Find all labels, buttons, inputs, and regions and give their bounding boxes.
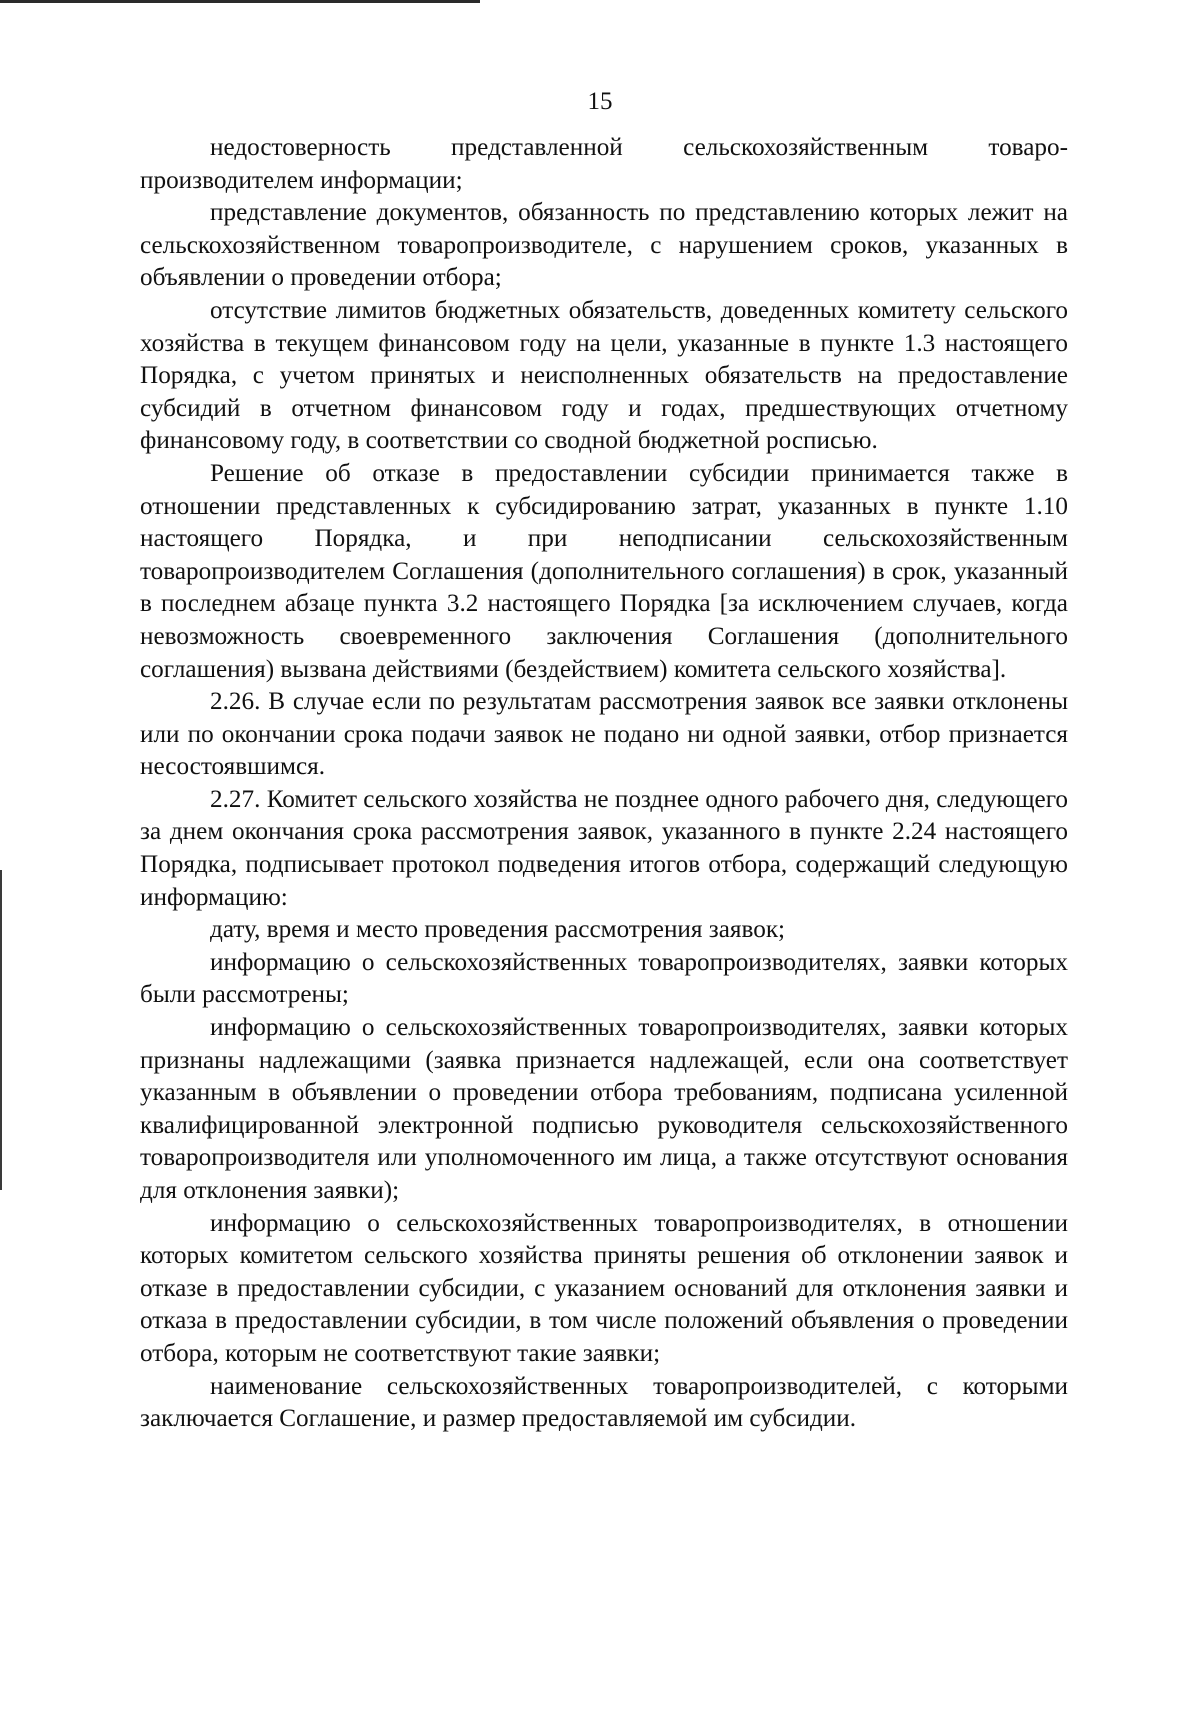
paragraph-9: информацию о сельскохозяйственных товаропроизводителях, заявки которых признаны надлежащими (заявка признается надлежащей, если она соответствует указанным в объявлении о проведении отбора требованиям, подписана усиленной квалифицированной электронной подписью руководителя сельскохозяйственного товаропроизводителя или уполномоченного им лица, а также отсутствуют основания для отклонения заявки); [140, 1014, 1068, 1204]
paragraph-11: наименование сельскохозяйственных товаропроизводителей, с которыми заключается Соглашение, и размер предоставляемой им субсидии. [140, 1372, 1068, 1433]
scan-edge-left [0, 870, 2, 1190]
paragraph-1: недостоверность представленной сельскохозяйственным товаропроизводителем информации; [140, 134, 1068, 194]
paragraph-4: Решение об отказе в предоставлении субсидии принимается также в отношении представленных к субсидированию затрат, указанных в пункте 1.10 настоящего Порядка, и при неподписании сельскохозяйственным товаропроизводителем Соглашения (дополнительного соглашения) в срок, указанный в последнем абзаце пункта 3.2 настоящего Порядка [за исключением случаев, когда невозможность своевременного заключения Соглашения (дополнительного соглашения) вызвана действиями (бездействием) комитета сельского хозяйства]. [140, 459, 1068, 683]
paragraph-6: 2.27. Комитет сельского хозяйства не позднее одного рабочего дня, следующего за днем окончания срока рассмотрения заявок, указанного в пункте 2.24 настоящего Порядка, подписывает протокол подведения итогов отбора, содержащий следующую информацию: [140, 785, 1068, 911]
paragraph-3: отсутствие лимитов бюджетных обязательств, доведенных комитету сельского хозяйства в текущем финансовом году на цели, указанные в пункте 1.3 настоящего Порядка, с учетом принятых и неисполненных обязательств на предоставление субсидий в отчетном финансовом году и годах, предшествующих отчетному финансовому году, в соответствии со сводной бюджетной росписью. [140, 296, 1068, 455]
scan-edge-top [0, 0, 480, 3]
paragraph-2: представление документов, обязанность по представлению которых лежит на сельскохозяйственном товаропроизводителе, с нарушением сроков, указанных в объявлении о проведении отбора; [140, 199, 1068, 292]
document-body [140, 132, 1068, 1436]
paragraph-10: информацию о сельскохозяйственных товаропроизводителях, в отношении которых комитетом сельского хозяйства приняты решения об отклонении заявок и отказе в предоставлении субсидии, с указанием оснований для отклонения заявки и отказа в предоставлении субсидии, в том числе положений объявления о проведении отбора, которым не соответствуют такие заявки; [140, 1209, 1068, 1367]
paragraph-8: информацию о сельскохозяйственных товаропроизводителях, заявки которых были рассмотрены; [140, 948, 1068, 1009]
paragraph-7: дату, время и место проведения рассмотрения заявок; [210, 916, 786, 944]
paragraph-5: 2.26. В случае если по результатам рассмотрения заявок все заявки отклонены или по окончании срока подачи заявок не подано ни одной заявки, отбор признается несостоявшимся. [140, 688, 1068, 781]
page-number: 15 [587, 88, 613, 115]
